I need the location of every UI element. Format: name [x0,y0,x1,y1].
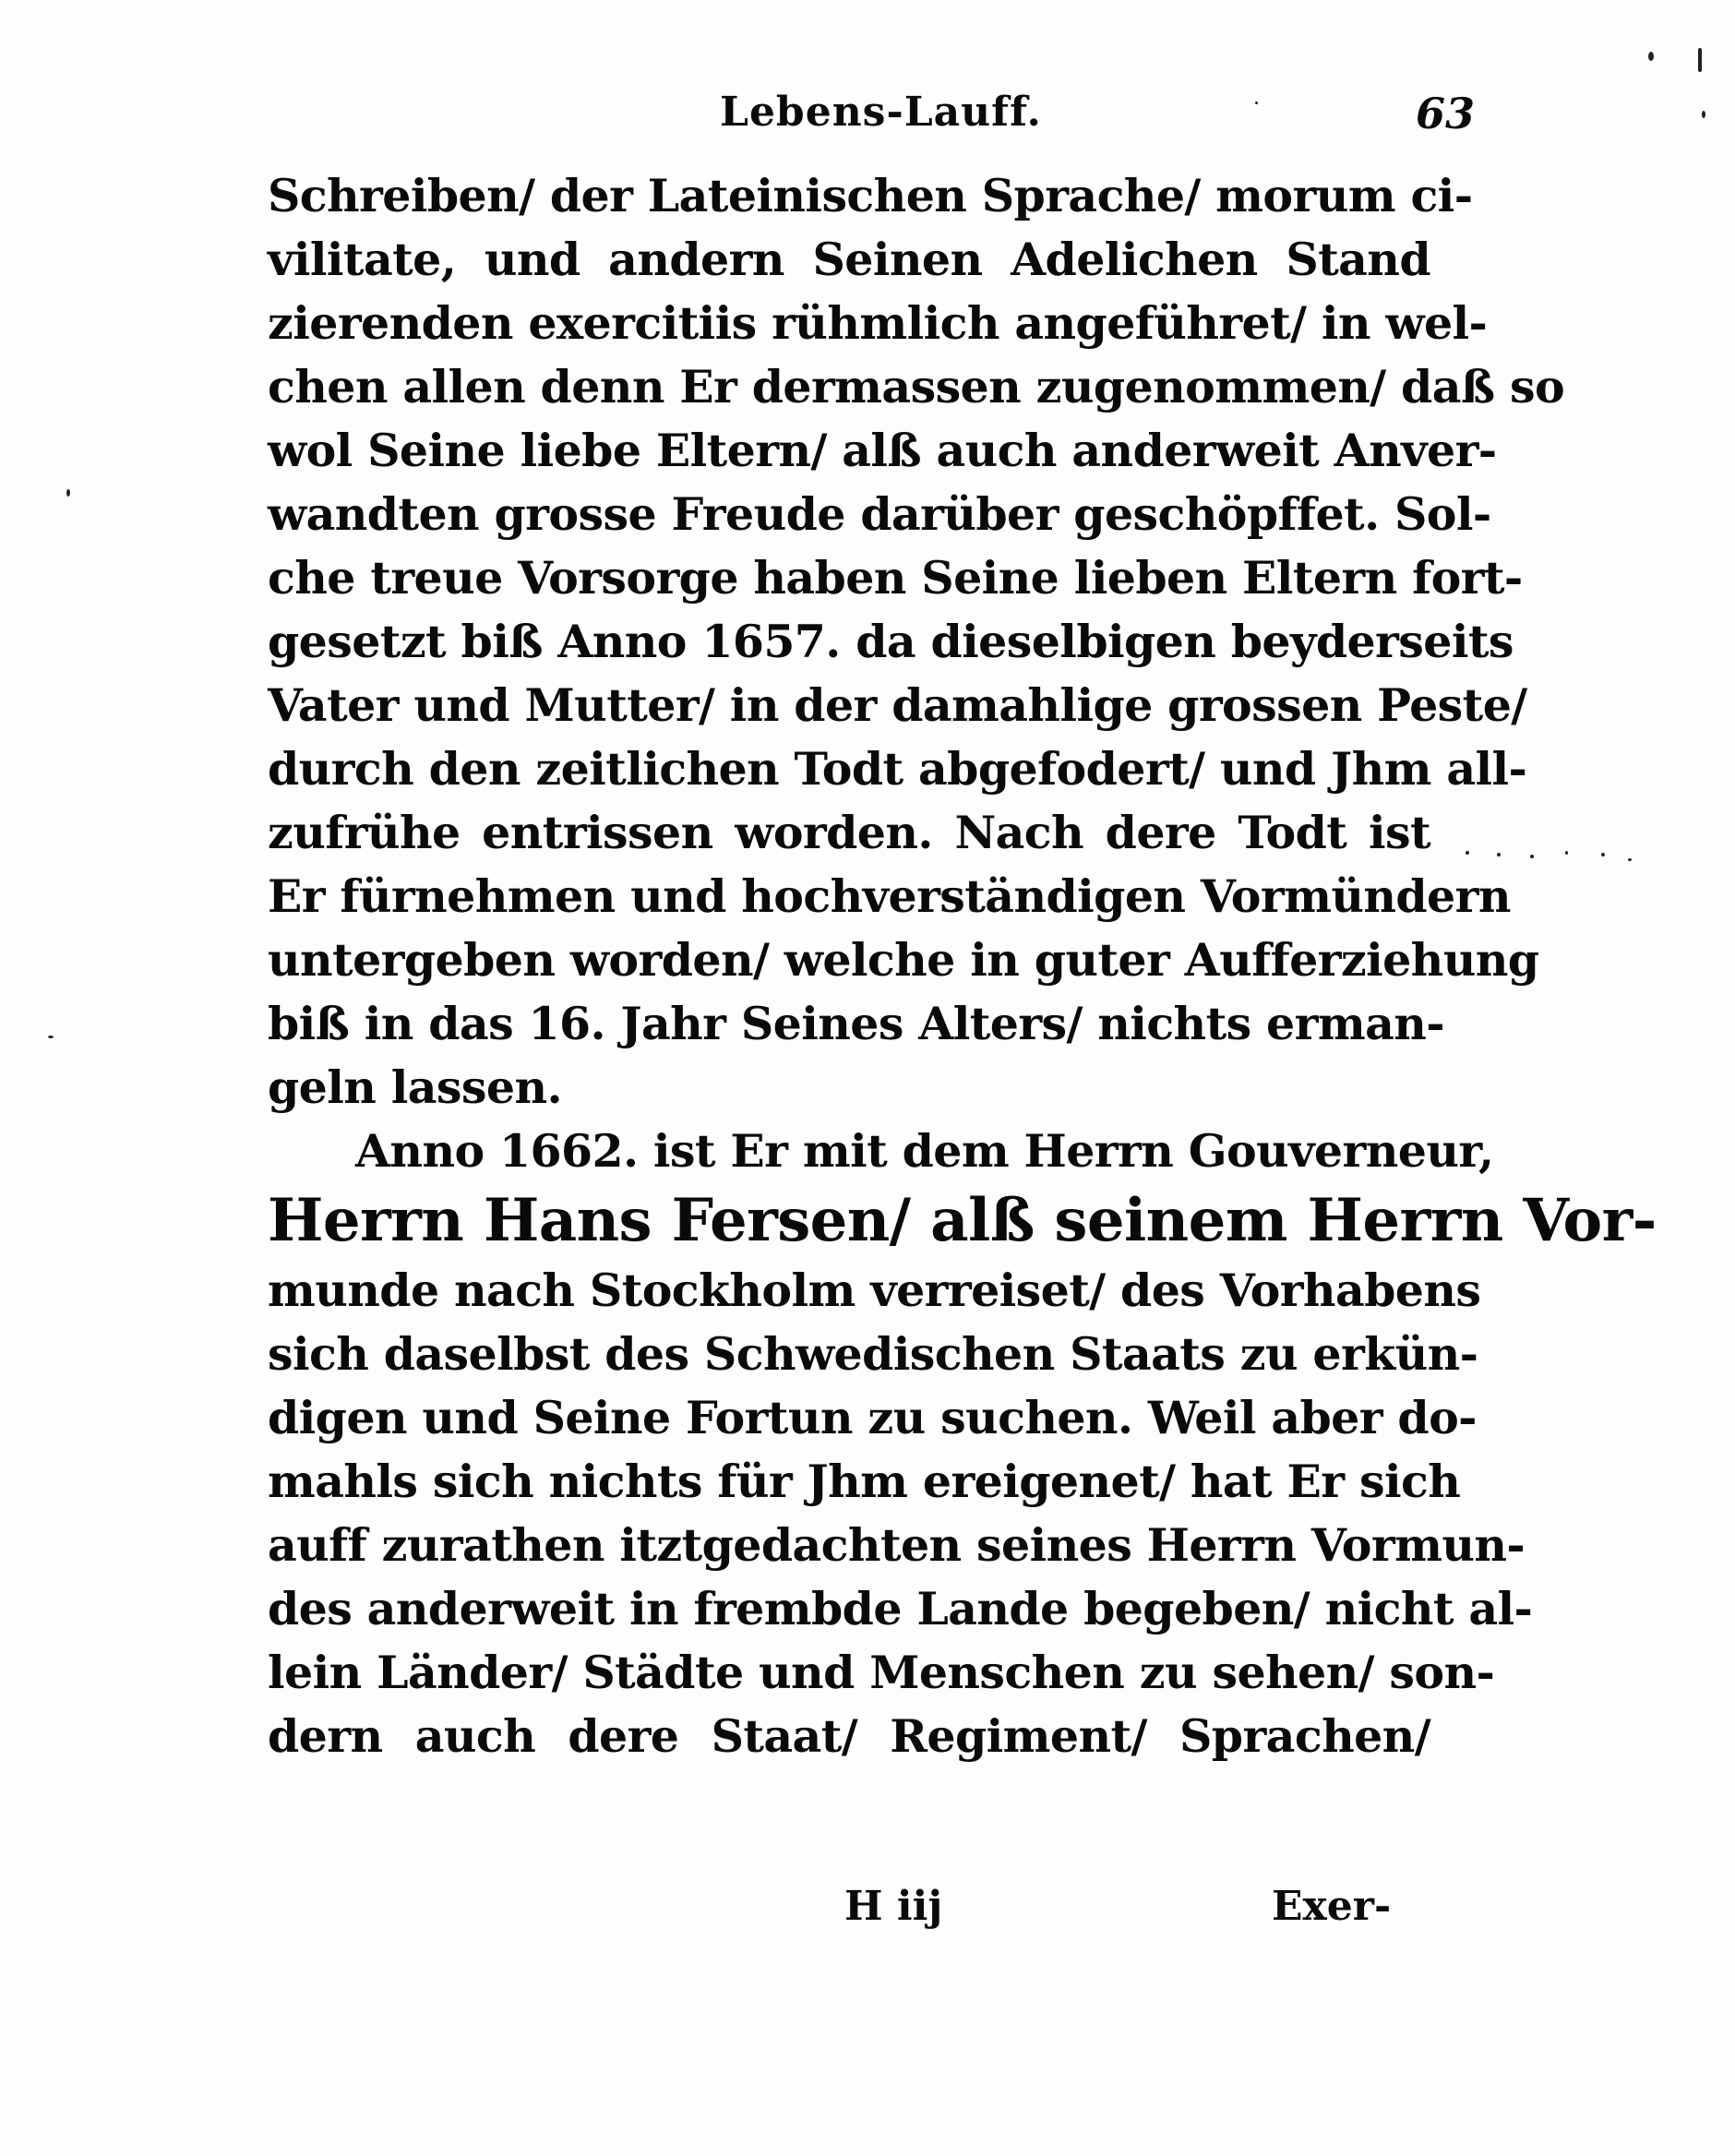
scan-speck [1698,48,1702,72]
scan-speck [1648,52,1654,61]
signature-mark: H iij [844,1883,943,1930]
text-line: zufrühe entrissen worden. Nach dere Todt ist [268,806,1430,859]
text-line: gesetzt biß Anno 1657. da dieselbigen beyderseits [268,615,1514,668]
text-line: Anno 1662. ist Er mit dem Herrn Gouverneur, [355,1124,1494,1178]
text-line: vilitate, und andern Seinen Adelichen Stand [268,233,1430,286]
scan-speck [1530,855,1534,858]
text-line: durch den zeitlichen Todt abgefodert/ und Jhm all- [268,742,1527,796]
text-line: munde nach Stockholm verreiset/ des Vorhabens [268,1264,1481,1317]
scan-speck [66,489,70,497]
text-line: des anderweit in frembde Lande begeben/ nicht al- [268,1582,1533,1635]
text-line: chen allen denn Er dermassen zugenommen/ daß so [268,360,1565,413]
text-line: wol Seine liebe Eltern/ alß auch anderweit Anver- [268,424,1497,477]
scan-speck [48,1036,54,1038]
scan-speck [1466,851,1469,855]
page-number: 63 [1416,89,1476,138]
text-line: wandten grosse Freude darüber geschöpffet. Sol- [268,487,1491,541]
text-line: Vater und Mutter/ in der damahlige grossen Peste/ [268,678,1527,732]
running-title: Lebens-Lauff. [720,89,1042,136]
text-line: geln lassen. [268,1060,562,1114]
text-line: Herrn Hans Fersen/ alß seinem Herrn Vor- [268,1186,1657,1255]
text-line: zierenden exercitiis rühmlich angeführet/ in wel- [268,296,1488,350]
text-line: Schreiben/ der Lateinischen Sprache/ morum ci- [268,169,1473,222]
text-line: biß in das 16. Jahr Seines Alters/ nichts erman- [268,997,1445,1050]
text-line: lein Länder/ Städte und Menschen zu sehen/ son- [268,1646,1495,1699]
text-line: Er fürnehmen und hochverständigen Vormündern [268,869,1511,923]
scan-speck [1628,858,1632,861]
text-line: auff zurathen itztgedachten seines Herrn Vormun- [268,1518,1526,1572]
scan-speck [1601,853,1605,856]
text-line: sich daselbst des Schwedischen Staats zu erkün- [268,1327,1478,1381]
page-footer [0,1883,1735,1947]
text-line: che treue Vorsorge haben Seine lieben Eltern fort- [268,551,1523,605]
text-line: digen und Seine Fortun zu suchen. Weil aber do- [268,1391,1477,1444]
scan-speck [1702,111,1705,118]
scan-speck [1565,851,1568,855]
catchword: Exer- [1272,1883,1392,1930]
scan-speck [1497,853,1501,856]
text-line: untergeben worden/ welche in guter Aufferziehung [268,933,1539,987]
scan-speck [1255,102,1258,104]
text-line: dern auch dere Staat/ Regiment/ Sprachen/ [268,1709,1430,1763]
text-line: mahls sich nichts für Jhm ereigenet/ hat Er sich [268,1455,1461,1508]
body-text [268,164,1657,1768]
